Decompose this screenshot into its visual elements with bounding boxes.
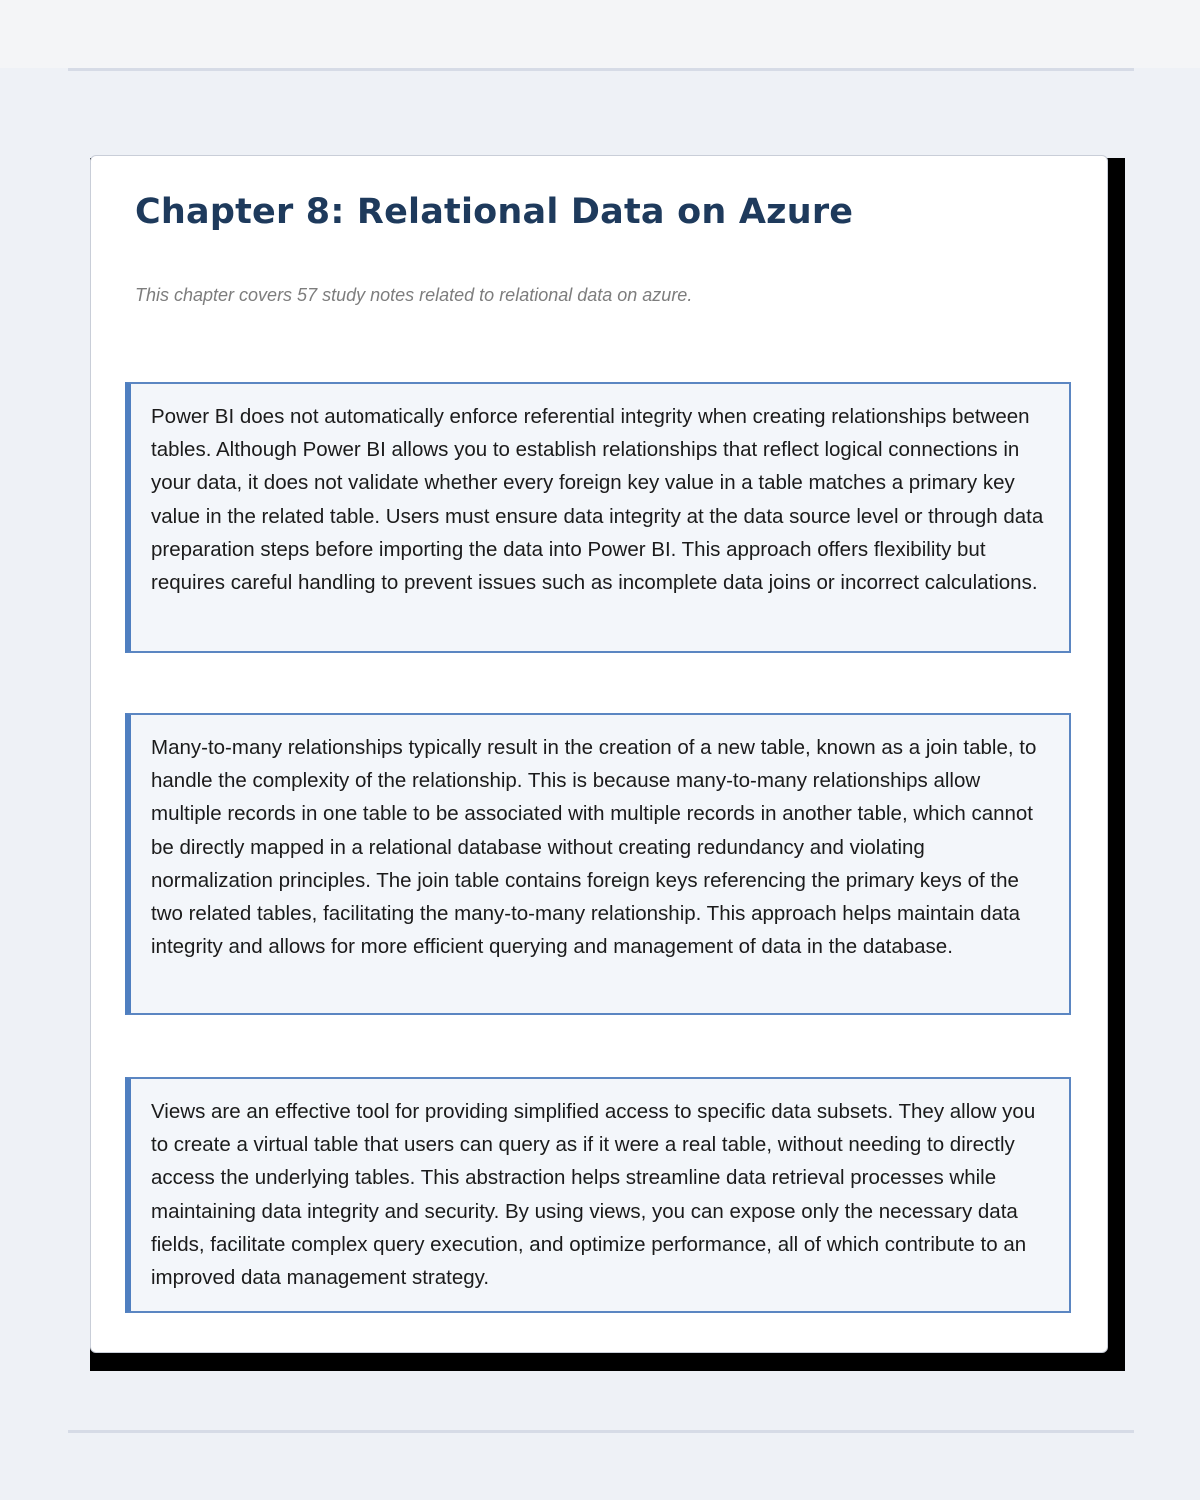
bottom-divider: [68, 1430, 1134, 1433]
top-divider: [68, 68, 1134, 71]
study-note-card: [125, 1077, 1071, 1313]
study-note-text: Many-to-many relationships typically result in the creation of a new table, known as a join table, to handle the complexity of the relationship. This is because many-to-many relationships allow multiple records in one table to be associated with multiple records in another table, which cannot be directly mapped in a relational database without creating redundancy and violating normalization principles. The join table contains foreign keys referencing the primary keys of the two related tables, facilitating the many-to-many relationship. This approach helps maintain data integrity and allows for more efficient querying and management of data in the database.: [151, 736, 1037, 959]
chapter-subtitle: This chapter covers 57 study notes related to relational data on azure.: [135, 285, 693, 305]
chapter-title: Chapter 8: Relational Data on Azure: [135, 192, 854, 232]
study-note-card: [125, 382, 1071, 653]
chapter-page: [90, 155, 1108, 1353]
study-note-card: [125, 713, 1071, 1015]
top-band: [0, 0, 1200, 68]
study-note-text: Power BI does not automatically enforce referential integrity when creating relationships between tables. Although Power BI allows you to establish relationships that reflect logical connections in your data, it does not validate whether every foreign key value in a table matches a primary key value in the related table. Users must ensure data integrity at the data source level or through data preparation steps before importing the data into Power BI. This approach offers flexibility but requires careful handling to prevent issues such as incomplete data joins or incorrect calculations.: [151, 405, 1044, 595]
study-note-text: Views are an effective tool for providing simplified access to specific data subsets. They allow you to create a virtual table that users can query as if it were a real table, without needing to directly access the underlying tables. This abstraction helps streamline data retrieval processes while maintaining data integrity and security. By using views, you can expose only the necessary data fields, facilitate complex query execution, and optimize performance, all of which contribute to an improved data management strategy.: [151, 1100, 1036, 1290]
